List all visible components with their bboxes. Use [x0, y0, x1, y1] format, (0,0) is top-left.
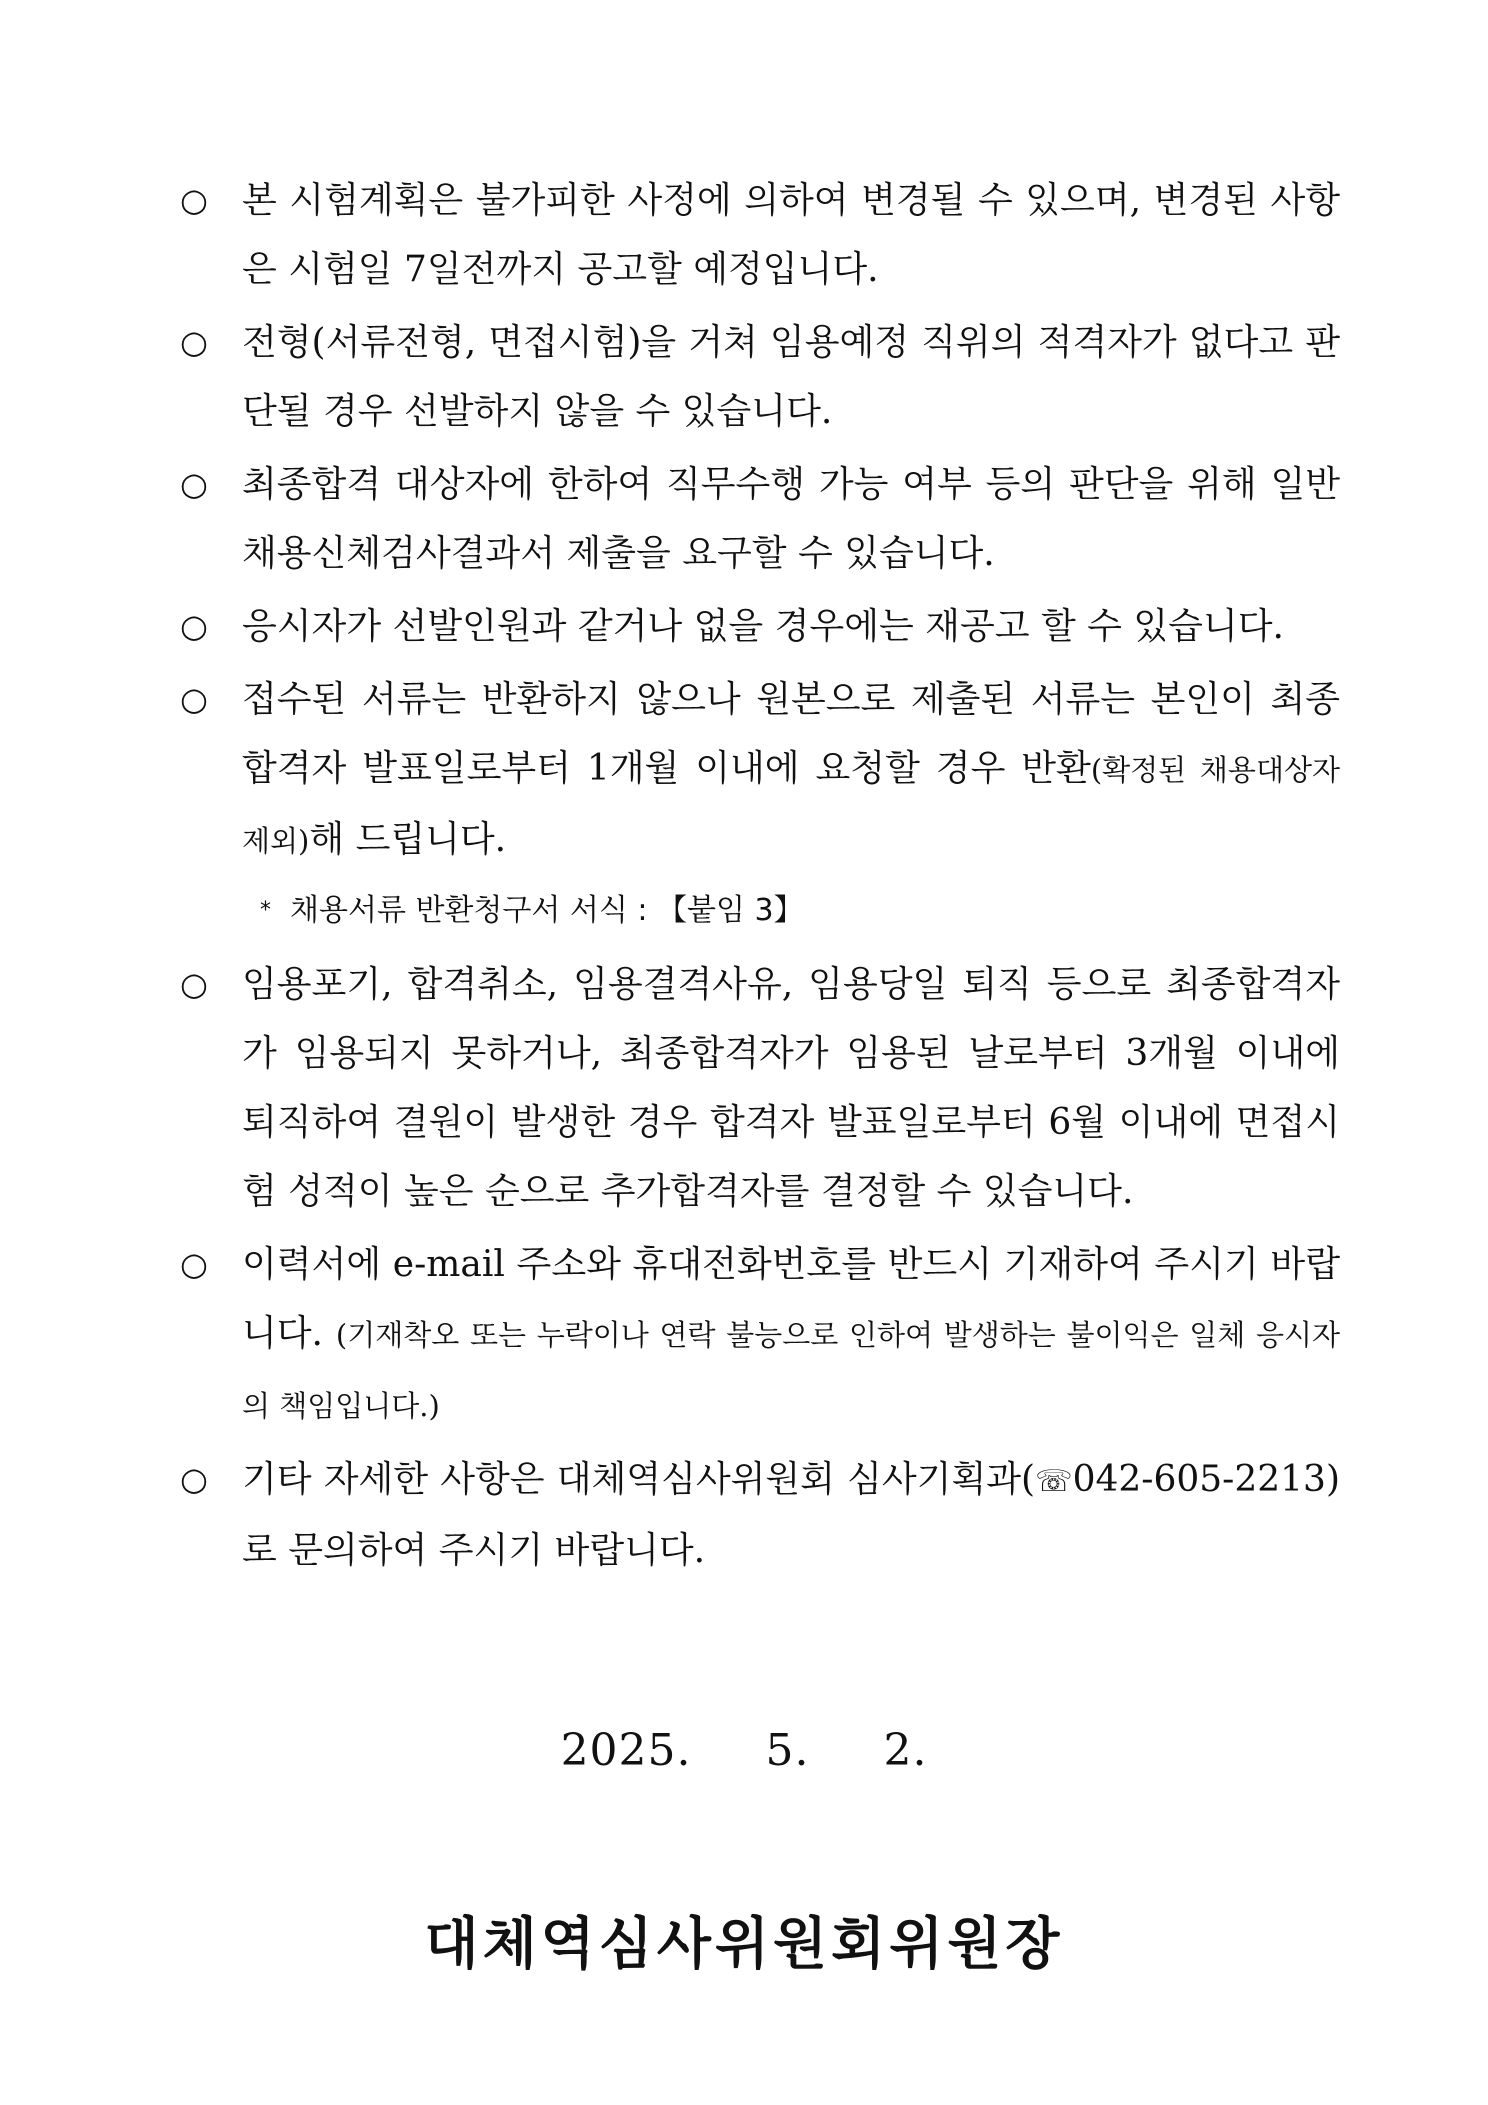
- notice-text-tail: )로 문의하여 주시기 바랍니다.: [242, 1459, 1340, 1571]
- circle-bullet-icon: ○: [180, 465, 208, 503]
- circle-bullet-icon: ○: [180, 1245, 208, 1283]
- notice-item-document-return: [180, 665, 1340, 876]
- circle-bullet-icon: ○: [180, 680, 208, 718]
- notice-list: [180, 166, 1340, 1589]
- phone-number: 042-605-2213: [1072, 1459, 1326, 1500]
- sub-note-text: 채용서류 반환청구서 서식 : 【붙임 3】: [290, 893, 804, 928]
- circle-bullet-icon: ○: [180, 323, 208, 361]
- notice-text: 응시자가 선발인원과 같거나 없을 경우에는 재공고 할 수 있습니다.: [242, 606, 1284, 647]
- asterisk-icon: *: [260, 898, 271, 923]
- notice-item-no-selection: [180, 308, 1340, 446]
- phone-icon: ☏: [1035, 1464, 1073, 1499]
- notice-text: 이력서에 e-mail 주소와 휴대전화번호를 반드시 기재하여 주시기 바랍니다.: [242, 1244, 1340, 1354]
- notice-text: 접수된 서류는 반환하지 않으나 원본으로 제출된 서류는 본인이 최종합격자 발표일로부터 1개월 이내에 요청할 경우 반환: [242, 679, 1340, 789]
- notice-text: 본 시험계획은 불가피한 사정에 의하여 변경될 수 있으며, 변경된 사항은 시험일 7일전까지 공고할 예정입니다.: [242, 180, 1340, 290]
- notice-text: 전형(서류전형, 면접시험)을 거쳐 임용예정 직위의 적격자가 없다고 판단될 경우 선발하지 않을 수 있습니다.: [242, 322, 1340, 432]
- circle-bullet-icon: ○: [180, 965, 208, 1003]
- notice-text-small: (확정된 채용대상자 제외): [242, 753, 1340, 858]
- notice-item-additional-pass: [180, 950, 1340, 1226]
- notice-text: 임용포기, 합격취소, 임용결격사유, 임용당일 퇴직 등으로 최종합격자가 임용되지 못하거나, 최종합격자가 임용된 날로부터 3개월 이내에 퇴직하여 결원이 발생한 경우 합격자 발표일로부터 6월 이내에 면접시험 성적이 높은 순으로 추가합격자를 결정할 수 있습니다.: [242, 964, 1340, 1212]
- notice-item-reannouncement: [180, 592, 1340, 661]
- circle-bullet-icon: ○: [180, 1460, 208, 1498]
- notice-item-plan-change: [180, 166, 1340, 304]
- notice-text-tail: 해 드립니다.: [309, 819, 507, 860]
- notice-item-health-check: [180, 450, 1340, 588]
- circle-bullet-icon: ○: [180, 181, 208, 219]
- notice-text: 최종합격 대상자에 한하여 직무수행 가능 여부 등의 판단을 위해 일반 채용신체검사결과서 제출을 요구할 수 있습니다.: [242, 464, 1340, 574]
- circle-bullet-icon: ○: [180, 607, 208, 645]
- notice-item-contact-info: [180, 1230, 1340, 1441]
- announcement-date: 2025. 5. 2.: [560, 1725, 928, 1776]
- issuer-signature: 대체역심사위원회위원장: [424, 1912, 1064, 1977]
- sub-note-return-form: [180, 880, 1340, 942]
- notice-text: 기타 자세한 사항은 대체역심사위원회 심사기획과(: [242, 1459, 1036, 1500]
- notice-item-inquiry: [180, 1445, 1340, 1585]
- notice-text-small: (기재착오 또는 누락이나 연락 불능으로 인하여 발생하는 불이익은 일체 응시자의 책임입니다.): [242, 1318, 1340, 1423]
